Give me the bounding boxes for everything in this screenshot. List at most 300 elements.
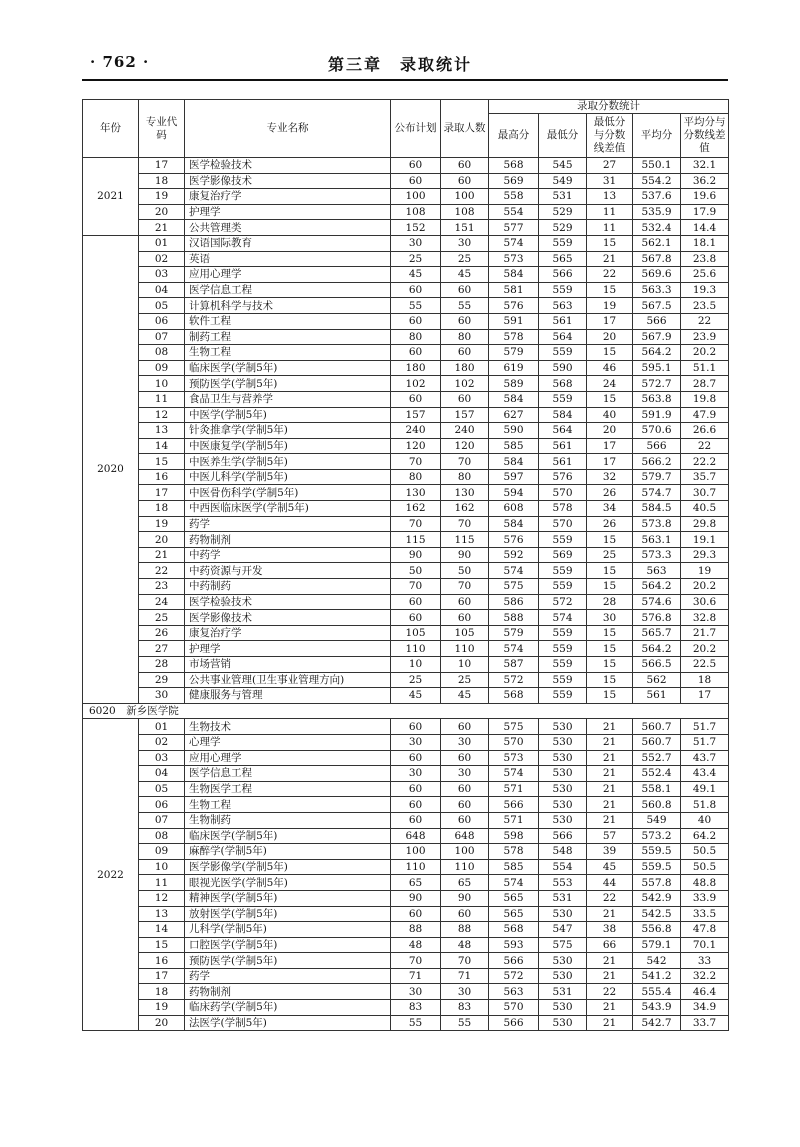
min-diff-cell: 21: [587, 251, 633, 267]
min-score-cell: 559: [539, 657, 587, 673]
table-row: [83, 532, 729, 548]
admitted-cell: 105: [441, 625, 489, 641]
admitted-cell: 162: [441, 501, 489, 517]
admitted-cell: 180: [441, 360, 489, 376]
table-row: [83, 1015, 729, 1031]
avg-diff-cell: 32.8: [681, 610, 729, 626]
major-code-cell: 11: [139, 875, 185, 891]
admitted-cell: 60: [441, 750, 489, 766]
major-name-cell: 临床医学(学制5年): [185, 828, 391, 844]
avg-diff-cell: 23.8: [681, 251, 729, 267]
avg-diff-cell: 21.7: [681, 625, 729, 641]
year-cell: 2020: [83, 235, 139, 703]
major-name-cell: 生物工程: [185, 345, 391, 361]
plan-cell: 115: [391, 532, 441, 548]
min-diff-cell: 22: [587, 890, 633, 906]
max-score-cell: 568: [489, 688, 539, 704]
min-diff-cell: 21: [587, 766, 633, 782]
plan-cell: 60: [391, 158, 441, 174]
avg-diff-cell: 29.8: [681, 516, 729, 532]
major-code-cell: 10: [139, 859, 185, 875]
min-score-cell: 570: [539, 516, 587, 532]
min-score-cell: 565: [539, 251, 587, 267]
major-name-cell: 临床药学(学制5年): [185, 1000, 391, 1016]
avg-score-cell: 573.2: [633, 828, 681, 844]
avg-diff-cell: 19.1: [681, 532, 729, 548]
avg-diff-cell: 32.2: [681, 968, 729, 984]
min-score-cell: 531: [539, 984, 587, 1000]
admitted-cell: 60: [441, 313, 489, 329]
avg-diff-cell: 18.1: [681, 235, 729, 251]
plan-cell: 120: [391, 438, 441, 454]
col-avg-diff: 平均分与分数线差值: [681, 114, 729, 158]
max-score-cell: 594: [489, 485, 539, 501]
min-diff-cell: 21: [587, 734, 633, 750]
major-code-cell: 07: [139, 812, 185, 828]
plan-cell: 60: [391, 594, 441, 610]
avg-score-cell: 573.3: [633, 547, 681, 563]
max-score-cell: 565: [489, 906, 539, 922]
col-major-code: 专业代码: [139, 100, 185, 158]
max-score-cell: 578: [489, 844, 539, 860]
major-name-cell: 心理学: [185, 734, 391, 750]
max-score-cell: 574: [489, 563, 539, 579]
table-row: [83, 563, 729, 579]
min-score-cell: 559: [539, 641, 587, 657]
major-name-cell: 生物制药: [185, 812, 391, 828]
max-score-cell: 554: [489, 204, 539, 220]
major-code-cell: 22: [139, 563, 185, 579]
major-code-cell: 08: [139, 828, 185, 844]
avg-diff-cell: 29.3: [681, 547, 729, 563]
min-score-cell: 530: [539, 781, 587, 797]
major-name-cell: 临床医学(学制5年): [185, 360, 391, 376]
max-score-cell: 566: [489, 1015, 539, 1031]
min-diff-cell: 25: [587, 547, 633, 563]
avg-diff-cell: 17: [681, 688, 729, 704]
year-cell: 2022: [83, 719, 139, 1031]
max-score-cell: 584: [489, 267, 539, 283]
major-code-cell: 20: [139, 204, 185, 220]
table-row: [83, 516, 729, 532]
major-name-cell: 医学信息工程: [185, 282, 391, 298]
min-diff-cell: 17: [587, 438, 633, 454]
plan-cell: 70: [391, 953, 441, 969]
major-code-cell: 17: [139, 485, 185, 501]
min-diff-cell: 21: [587, 968, 633, 984]
min-score-cell: 530: [539, 766, 587, 782]
min-score-cell: 529: [539, 204, 587, 220]
avg-score-cell: 557.8: [633, 875, 681, 891]
table-row: [83, 235, 729, 251]
min-score-cell: 569: [539, 547, 587, 563]
max-score-cell: 584: [489, 516, 539, 532]
min-score-cell: 529: [539, 220, 587, 236]
major-name-cell: 应用心理学: [185, 750, 391, 766]
min-score-cell: 561: [539, 454, 587, 470]
table-row: [83, 391, 729, 407]
avg-diff-cell: 51.7: [681, 719, 729, 735]
min-diff-cell: 13: [587, 189, 633, 205]
table-row: [83, 282, 729, 298]
avg-score-cell: 563: [633, 563, 681, 579]
major-code-cell: 08: [139, 345, 185, 361]
major-code-cell: 15: [139, 937, 185, 953]
chapter-title: 第三章 录取统计: [327, 55, 472, 74]
major-code-cell: 15: [139, 454, 185, 470]
major-name-cell: 放射医学(学制5年): [185, 906, 391, 922]
avg-score-cell: 559.5: [633, 844, 681, 860]
major-name-cell: 康复治疗学: [185, 189, 391, 205]
avg-score-cell: 541.2: [633, 968, 681, 984]
avg-score-cell: 579.1: [633, 937, 681, 953]
col-min-diff: 最低分与分数线差值: [587, 114, 633, 158]
table-row: [83, 844, 729, 860]
avg-diff-cell: 19: [681, 563, 729, 579]
major-code-cell: 19: [139, 189, 185, 205]
avg-score-cell: 562.1: [633, 235, 681, 251]
admitted-cell: 45: [441, 688, 489, 704]
major-code-cell: 29: [139, 672, 185, 688]
min-score-cell: 566: [539, 828, 587, 844]
max-score-cell: 593: [489, 937, 539, 953]
min-score-cell: 559: [539, 345, 587, 361]
avg-score-cell: 543.9: [633, 1000, 681, 1016]
admitted-cell: 110: [441, 859, 489, 875]
min-diff-cell: 24: [587, 376, 633, 392]
major-code-cell: 09: [139, 844, 185, 860]
major-name-cell: 预防医学(学制5年): [185, 953, 391, 969]
min-score-cell: 530: [539, 719, 587, 735]
major-name-cell: 中医学(学制5年): [185, 407, 391, 423]
admitted-cell: 60: [441, 173, 489, 189]
min-score-cell: 531: [539, 189, 587, 205]
admitted-cell: 115: [441, 532, 489, 548]
table-row: [83, 890, 729, 906]
min-diff-cell: 30: [587, 610, 633, 626]
major-code-cell: 04: [139, 282, 185, 298]
avg-diff-cell: 50.5: [681, 844, 729, 860]
min-diff-cell: 21: [587, 797, 633, 813]
min-score-cell: 530: [539, 953, 587, 969]
major-code-cell: 20: [139, 1015, 185, 1031]
plan-cell: 60: [391, 797, 441, 813]
min-diff-cell: 17: [587, 454, 633, 470]
year-cell: 2021: [83, 158, 139, 236]
min-diff-cell: 26: [587, 485, 633, 501]
plan-cell: 30: [391, 984, 441, 1000]
admitted-cell: 30: [441, 734, 489, 750]
col-plan: 公布计划: [391, 100, 441, 158]
table-row: [83, 204, 729, 220]
table-row: [83, 968, 729, 984]
major-name-cell: 中西医临床医学(学制5年): [185, 501, 391, 517]
major-code-cell: 16: [139, 469, 185, 485]
max-score-cell: 571: [489, 812, 539, 828]
admitted-cell: 48: [441, 937, 489, 953]
admitted-cell: 240: [441, 423, 489, 439]
avg-score-cell: 563.3: [633, 282, 681, 298]
min-diff-cell: 11: [587, 204, 633, 220]
table-row: [83, 313, 729, 329]
major-name-cell: 应用心理学: [185, 267, 391, 283]
table-row: [83, 781, 729, 797]
min-score-cell: 561: [539, 313, 587, 329]
major-name-cell: 英语: [185, 251, 391, 267]
major-code-cell: 04: [139, 766, 185, 782]
avg-diff-cell: 22.5: [681, 657, 729, 673]
avg-diff-cell: 49.1: [681, 781, 729, 797]
admitted-cell: 60: [441, 391, 489, 407]
plan-cell: 110: [391, 641, 441, 657]
avg-score-cell: 563.1: [633, 532, 681, 548]
major-name-cell: 口腔医学(学制5年): [185, 937, 391, 953]
max-score-cell: 592: [489, 547, 539, 563]
table-row: [83, 423, 729, 439]
major-name-cell: 软件工程: [185, 313, 391, 329]
avg-score-cell: 560.7: [633, 719, 681, 735]
major-name-cell: 预防医学(学制5年): [185, 376, 391, 392]
admitted-cell: 10: [441, 657, 489, 673]
major-name-cell: 健康服务与管理: [185, 688, 391, 704]
min-diff-cell: 15: [587, 563, 633, 579]
avg-score-cell: 570.6: [633, 423, 681, 439]
admitted-cell: 60: [441, 594, 489, 610]
max-score-cell: 574: [489, 875, 539, 891]
plan-cell: 45: [391, 688, 441, 704]
avg-diff-cell: 43.4: [681, 766, 729, 782]
col-admitted: 录取人数: [441, 100, 489, 158]
table-row: [83, 485, 729, 501]
avg-diff-cell: 30.7: [681, 485, 729, 501]
max-score-cell: 574: [489, 641, 539, 657]
admitted-cell: 45: [441, 267, 489, 283]
plan-cell: 90: [391, 890, 441, 906]
avg-diff-cell: 19.8: [681, 391, 729, 407]
avg-score-cell: 563.8: [633, 391, 681, 407]
major-code-cell: 20: [139, 532, 185, 548]
plan-cell: 60: [391, 345, 441, 361]
admitted-cell: 70: [441, 953, 489, 969]
min-score-cell: 576: [539, 469, 587, 485]
major-code-cell: 14: [139, 922, 185, 938]
avg-score-cell: 552.4: [633, 766, 681, 782]
plan-cell: 60: [391, 610, 441, 626]
table-row: [83, 719, 729, 735]
major-code-cell: 30: [139, 688, 185, 704]
avg-diff-cell: 23.9: [681, 329, 729, 345]
plan-cell: 80: [391, 329, 441, 345]
min-score-cell: 549: [539, 173, 587, 189]
min-diff-cell: 66: [587, 937, 633, 953]
major-name-cell: 公共事业管理(卫生事业管理方向): [185, 672, 391, 688]
avg-score-cell: 537.6: [633, 189, 681, 205]
major-code-cell: 13: [139, 423, 185, 439]
plan-cell: 30: [391, 766, 441, 782]
min-score-cell: 563: [539, 298, 587, 314]
major-code-cell: 17: [139, 968, 185, 984]
min-score-cell: 564: [539, 423, 587, 439]
table-row: [83, 859, 729, 875]
major-code-cell: 06: [139, 313, 185, 329]
major-code-cell: 19: [139, 516, 185, 532]
plan-cell: 83: [391, 1000, 441, 1016]
plan-cell: 60: [391, 391, 441, 407]
admitted-cell: 71: [441, 968, 489, 984]
major-code-cell: 13: [139, 906, 185, 922]
plan-cell: 648: [391, 828, 441, 844]
admitted-cell: 157: [441, 407, 489, 423]
major-name-cell: 生物工程: [185, 797, 391, 813]
admitted-cell: 60: [441, 781, 489, 797]
col-score-stats: 录取分数统计: [489, 100, 729, 114]
min-score-cell: 530: [539, 750, 587, 766]
major-name-cell: 中药制药: [185, 579, 391, 595]
avg-score-cell: 579.7: [633, 469, 681, 485]
major-code-cell: 01: [139, 235, 185, 251]
plan-cell: 65: [391, 875, 441, 891]
min-score-cell: 548: [539, 844, 587, 860]
min-diff-cell: 39: [587, 844, 633, 860]
min-diff-cell: 15: [587, 235, 633, 251]
major-code-cell: 17: [139, 158, 185, 174]
max-score-cell: 568: [489, 158, 539, 174]
avg-score-cell: 542.9: [633, 890, 681, 906]
avg-diff-cell: 33.7: [681, 1015, 729, 1031]
major-code-cell: 26: [139, 625, 185, 641]
avg-diff-cell: 20.2: [681, 345, 729, 361]
major-name-cell: 精神医学(学制5年): [185, 890, 391, 906]
max-score-cell: 608: [489, 501, 539, 517]
min-diff-cell: 27: [587, 158, 633, 174]
major-name-cell: 食品卫生与营养学: [185, 391, 391, 407]
min-diff-cell: 22: [587, 984, 633, 1000]
avg-score-cell: 560.7: [633, 734, 681, 750]
major-name-cell: 康复治疗学: [185, 625, 391, 641]
major-code-cell: 28: [139, 657, 185, 673]
avg-diff-cell: 28.7: [681, 376, 729, 392]
table-row: [83, 298, 729, 314]
plan-cell: 102: [391, 376, 441, 392]
plan-cell: 45: [391, 267, 441, 283]
admitted-cell: 100: [441, 189, 489, 205]
major-code-cell: 25: [139, 610, 185, 626]
min-score-cell: 559: [539, 625, 587, 641]
major-name-cell: 法医学(学制5年): [185, 1015, 391, 1031]
avg-diff-cell: 51.1: [681, 360, 729, 376]
admitted-cell: 648: [441, 828, 489, 844]
admission-table: [82, 99, 729, 1031]
min-score-cell: 553: [539, 875, 587, 891]
avg-score-cell: 567.8: [633, 251, 681, 267]
max-score-cell: 574: [489, 766, 539, 782]
col-avg: 平均分: [633, 114, 681, 158]
min-score-cell: 575: [539, 937, 587, 953]
table-row: [83, 594, 729, 610]
plan-cell: 70: [391, 454, 441, 470]
major-code-cell: 05: [139, 298, 185, 314]
major-name-cell: 医学信息工程: [185, 766, 391, 782]
min-score-cell: 530: [539, 906, 587, 922]
major-code-cell: 18: [139, 173, 185, 189]
max-score-cell: 576: [489, 532, 539, 548]
min-diff-cell: 15: [587, 625, 633, 641]
max-score-cell: 575: [489, 579, 539, 595]
major-code-cell: 07: [139, 329, 185, 345]
admitted-cell: 60: [441, 906, 489, 922]
avg-score-cell: 574.7: [633, 485, 681, 501]
avg-diff-cell: 20.2: [681, 579, 729, 595]
university-section-row: [83, 703, 729, 719]
max-score-cell: 565: [489, 890, 539, 906]
max-score-cell: 569: [489, 173, 539, 189]
max-score-cell: 566: [489, 797, 539, 813]
table-row: [83, 734, 729, 750]
admitted-cell: 55: [441, 1015, 489, 1031]
min-diff-cell: 15: [587, 282, 633, 298]
min-score-cell: 590: [539, 360, 587, 376]
avg-score-cell: 549: [633, 812, 681, 828]
min-diff-cell: 31: [587, 173, 633, 189]
table-row: [83, 610, 729, 626]
max-score-cell: 566: [489, 953, 539, 969]
min-diff-cell: 21: [587, 1015, 633, 1031]
table-row: [83, 189, 729, 205]
admitted-cell: 90: [441, 890, 489, 906]
admitted-cell: 120: [441, 438, 489, 454]
avg-diff-cell: 46.4: [681, 984, 729, 1000]
max-score-cell: 577: [489, 220, 539, 236]
major-code-cell: 16: [139, 953, 185, 969]
table-row: [83, 766, 729, 782]
major-name-cell: 中药资源与开发: [185, 563, 391, 579]
min-score-cell: 530: [539, 968, 587, 984]
admitted-cell: 70: [441, 454, 489, 470]
table-row: [83, 875, 729, 891]
major-code-cell: 05: [139, 781, 185, 797]
avg-score-cell: 567.5: [633, 298, 681, 314]
avg-diff-cell: 34.9: [681, 1000, 729, 1016]
table-row: [83, 688, 729, 704]
plan-cell: 88: [391, 922, 441, 938]
major-name-cell: 制药工程: [185, 329, 391, 345]
max-score-cell: 597: [489, 469, 539, 485]
avg-diff-cell: 40: [681, 812, 729, 828]
avg-score-cell: 565.7: [633, 625, 681, 641]
min-diff-cell: 17: [587, 313, 633, 329]
avg-score-cell: 535.9: [633, 204, 681, 220]
col-major-name: 专业名称: [185, 100, 391, 158]
major-name-cell: 医学检验技术: [185, 594, 391, 610]
avg-score-cell: 595.1: [633, 360, 681, 376]
avg-diff-cell: 17.9: [681, 204, 729, 220]
avg-diff-cell: 19.3: [681, 282, 729, 298]
major-name-cell: 药学: [185, 516, 391, 532]
plan-cell: 70: [391, 579, 441, 595]
table-row: [83, 438, 729, 454]
admitted-cell: 60: [441, 282, 489, 298]
max-score-cell: 573: [489, 750, 539, 766]
major-code-cell: 11: [139, 391, 185, 407]
avg-score-cell: 550.1: [633, 158, 681, 174]
min-diff-cell: 38: [587, 922, 633, 938]
avg-diff-cell: 51.7: [681, 734, 729, 750]
avg-diff-cell: 48.8: [681, 875, 729, 891]
avg-diff-cell: 32.1: [681, 158, 729, 174]
min-score-cell: 559: [539, 688, 587, 704]
admitted-cell: 110: [441, 641, 489, 657]
max-score-cell: 585: [489, 438, 539, 454]
